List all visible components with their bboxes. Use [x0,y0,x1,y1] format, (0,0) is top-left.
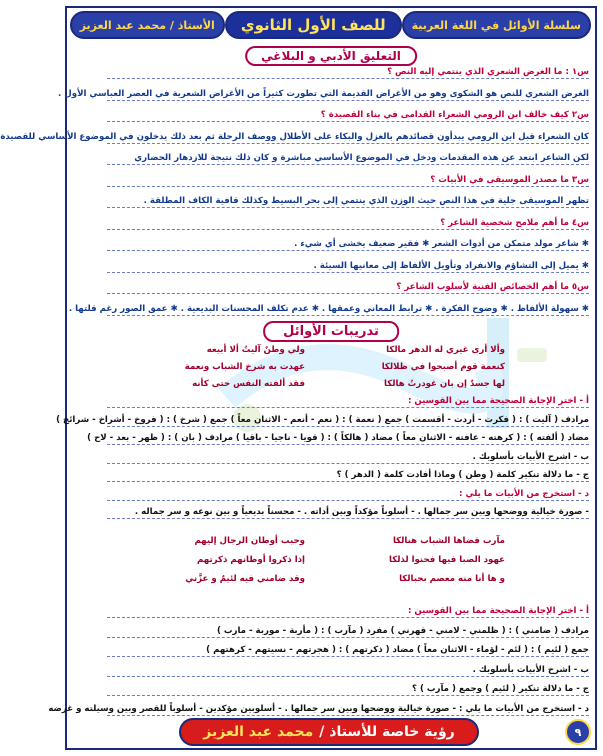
question-line: س٤ ما أهم ملامح شخصية الشاعر ؟ [440,217,589,228]
dotted-rule [107,617,589,618]
answer-line: ✱ شاعر مولد متمكن من أدوات الشعر ✱ فقير ضعيف يخشى أي شيء . [294,239,589,249]
dotted-rule [107,676,589,677]
answer-line: د - استخرج من الأبيات ما يلي : - صورة خيالية ووضحها وبين سر جمالها . - أسلوبين مؤكدين - أسلوباً للقصر وبين وسيلته و غرضه [48,703,589,714]
dotted-rule [107,164,589,165]
verse-first-hemistich: فقد ألفته النفس حتى كأنه [192,379,305,389]
question-line: س٥ ما أهم الخصائص الفنية لأسلوب الشاعر ؟ [396,282,589,292]
verse-second-hemistich: وألا أرى غيري له الدهر مالكا [386,345,505,355]
question-line: أ - اختر الإجابة الصحيحة مما بين القوسين : [407,606,589,616]
dotted-rule [107,695,589,696]
page-number: ٩ [565,719,591,745]
dotted-rule [107,143,589,144]
answer-line: مضاد ( ألفته ) : ( كرهته - عافته - الاثنان معاً ) مضاد ( هالكاً ) : ( قويا - ناجيا - باقيا ) مرادف ( بان ) : ( ظهر - بعد - لاح ) [87,433,589,443]
answer-line: مرادف ( ضامني ) : ( ظلمني - لامني - قهرني ) مفرد ( مآرب ) : ( مأربة - موربة - مارب ) [216,625,589,636]
answer-line: مرادف ( آليت ) : ( فكرت - أردت - أقسمت ) جمع ( نعمة ) : ( نعم - أنعم - الاثنان معاً ) جمع ( شرخ ) : ( فروخ - أشراخ - شرائخ ) [56,414,589,425]
footer-name: محمد عبد العزيز [203,724,314,740]
dotted-rule [107,637,589,638]
dotted-rule [107,426,589,427]
verse-second-hemistich: و ها أنا منه معصم بحبالكا [399,574,505,584]
dotted-rule [107,315,589,316]
dotted-rule [107,100,589,101]
answer-line: جمع ( لئيم ) : ( لئم - لؤماء - الاثنان معاً ) مضاد ( ذكرتهم ) : ( هجرتهم - نسيتهم - كرهتهم ) [206,645,589,655]
verse-second-hemistich: كنعمة قوم أصبحوا في ظلالكا [381,362,505,372]
dotted-rule [107,272,589,273]
dotted-rule [107,407,589,408]
footer-prefix: رؤية خاصة للأستاذ / [319,724,455,740]
lesson-title: التعليق الأدبي و البلاغي [245,46,417,66]
dotted-rule [107,293,589,294]
dotted-rule [107,518,589,519]
verse-first-hemistich: وقد ضامني فيه لئيمٌ و عزَّني [185,574,305,584]
answer-line: ب - اشرح الأبيات بأسلوبك . [472,664,589,675]
grade-badge: للصف الأول الثانوي [225,11,402,39]
dotted-rule [107,186,589,187]
dotted-rule [107,500,589,501]
dotted-rule [107,444,589,445]
verse-first-hemistich: عهدت به شرخ الشباب ونعمة [184,362,305,372]
series-badge: سلسلة الأوائل في اللغة العربية [402,11,591,39]
answer-line: الغرض الشعري للنص هو الشكوى وهو من الأغراض القديمة التي تطورت كثيراً من الأغراض الشعرية في العصر العباسي الأول . [58,88,589,99]
verse-first-hemistich: إذا ذكروا أوطانهم ذكرتهم [197,555,305,565]
verse-second-hemistich: لها جسدٌ إن بان غودرتُ هالكا [384,379,505,389]
answer-line: كان الشعراء قبل ابن الرومي يبدأون قصائدهم بالغزل والبكاء على الأطلال ووصف الرحلة ثم بعد ذلك يدخلون في الموضوع الأساسي للقصيدة [0,131,589,142]
answer-line: ✱ سهولة الألفاظ . ✱ وضوح الفكرة . ✱ ترابط المعاني وعمقها . ✱ عدم تكلف المحسنات البديعية . ✱ عمق الصور رغم قلتها . [68,303,589,314]
question-line: أ - اختر الإجابة الصحيحة مما بين القوسين : [407,396,589,406]
question-line: س١ : ما الغرض الشعري الذي ينتمي إليه النص ؟ [387,67,589,77]
verse-first-hemistich: وحبب أوطان الرجال إليهم [194,536,305,546]
footer-credit [179,718,478,746]
answer-line: ج - ما دلالة تنكير ( لئيم ) وجمع ( مآرب ) ؟ [411,684,589,694]
question-line: س٢ كيف خالف ابن الرومي الشعراء القدامى في بناء القصيدة ؟ [320,110,589,120]
dotted-rule [107,250,589,251]
dotted-rule [107,715,589,716]
dotted-rule [107,229,589,230]
dotted-rule [107,207,589,208]
teacher-badge: الأستاذ / محمد عبد العزيز [70,11,225,39]
dotted-rule [107,481,589,482]
verse-second-hemistich: مآرب قضاها الشباب هنالكا [392,536,505,546]
footer-bar [71,718,591,746]
header-bar [71,10,591,40]
answer-line: تظهر الموسيقى جلية في هذا النص حيث الوزن الذي ينتمي إلى بحر البسيط وكذلك قافية الكاف المطلقة . [143,196,589,206]
answer-line: لكن الشاعر ابتعد عن هذه المقدمات ودخل في الموضوع الأساسي مباشرة و كان ذلك نتيجة للازدهار الحضاري [134,153,589,163]
answer-line: ج - ما دلالة تنكير كلمة ( وطن ) وماذا أفادت كلمة ( الدهر ) ؟ [336,470,589,480]
answer-line: ب - اشرح الأبيات بأسلوبك . [472,451,589,462]
worksheet-page [0,6,597,750]
question-line: س٣ ما مصدر الموسيقى في الأبيات ؟ [430,174,589,185]
answer-line: - صورة خيالية ووضحها وبين سر جمالها . - أسلوباً مؤكداً وبين أداته . - محسناً بديعياً و بين نوعه و سر جماله . [134,507,589,517]
exercises-title: تدريبات الأوائل [263,321,399,342]
verse-second-hemistich: عهود الصبا فيها فحنوا لذلكا [388,555,505,565]
verse-first-hemistich: ولي وطنٌ آليتُ ألا أبيعه [206,345,305,355]
answer-line: ✱ يميل إلى التشاؤم والانفراد وتأويل الألفاظ إلى معانيها السيئة . [313,260,589,271]
dotted-rule [107,463,589,464]
dotted-rule [107,656,589,657]
dotted-rule [107,121,589,122]
question-line: د - استخرج من الأبيات ما يلي : [459,488,589,499]
dotted-rule [107,78,589,79]
